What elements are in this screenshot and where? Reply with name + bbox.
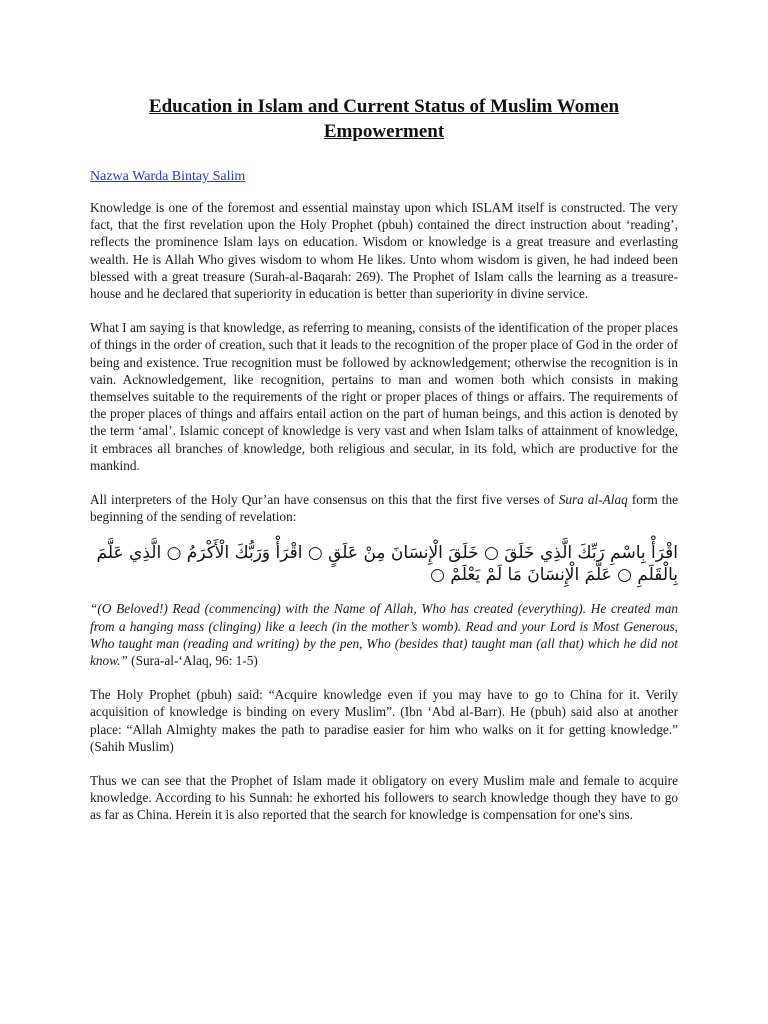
document-title: Education in Islam and Current Status of Muslim Women Empowerment <box>148 96 620 142</box>
sura-name: Sura al-Alaq <box>558 492 628 508</box>
author-link[interactable]: Nazwa Warda Bintay Salim <box>90 169 246 184</box>
paragraph-3-text-before: All interpreters of the Holy Qur’an have consensus on this that the first five verses of <box>90 492 559 508</box>
paragraph-4: The Holy Prophet (pbuh) said: “Acquire knowledge even if you may have to go to China for it. Verily acquisition of knowledge is binding on every Muslim”. (Ibn ‘Abd al-Barr). He (pbuh) said also at another place: “Allah Almighty makes the path to paradise easier for him who walks on it for getting knowledge.” (Sahih Muslim) <box>90 687 678 754</box>
paragraph-2: What I am saying is that knowledge, as referring to meaning, consists of the identification of the proper places of things in the order of creation, such that it leads to the recognition of the proper place of God in the order of being and existence. True recognition must be followed by acknowledgement; otherwise the recognition is in vain. Acknowledgement, like recognition, pertains to man and women both which consists in making themselves suitable to the requirements of the right or proper places of things or affairs. The requirements of the proper places of things and affairs entail action on the part of human beings, and this action is denoted by the term ‘amal’. Islamic concept of knowledge is very vast and when Islam talks of attainment of knowledge, it embraces all branches of knowledge, both religious and secular, in its fold, which are productive for the mankind. <box>90 320 678 473</box>
paragraph-5: Thus we can see that the Prophet of Islam made it obligatory on every Muslim male and female to acquire knowledge. According to his Sunnah: he exhorted his followers to search knowledge though they have to go as far as China. Herein it is also reported that the search for knowledge is compensation for one's sins. <box>90 773 678 823</box>
paragraph-3-text-after: form the beginning of the sending of revelation: <box>90 492 678 525</box>
document-page <box>90 94 678 841</box>
paragraph-1: Knowledge is one of the foremost and essential mainstay upon which ISLAM itself is constructed. The very fact, that the first revelation upon the Holy Prophet (pbuh) contained the direct instruction about ‘reading’, reflects the prominence Islam lays on education. Wisdom or knowledge is a great treasure and everlasting wealth. He is Allah Who gives wisdom to whom He likes. Unto whom wisdom is given, he had indeed been blessed with a great treasure (Surah-al-Baqarah: 269). The Prophet of Islam calls the learning as a treasure-house and he declared that superiority in education is better than superiority in divine service. <box>90 200 678 302</box>
quote-reference: (Sura-al-‘Alaq, 96: 1-5) <box>127 653 258 669</box>
quote-paragraph <box>90 600 678 669</box>
paragraph-3 <box>90 491 678 525</box>
quote-translation: “(O Beloved!) Read (commencing) with the Name of Allah, Who has created (everything). He created man from a hanging mass (clinging) like a leech (in the mother’s womb). Read and your Lord is Most Generous, Who taught man (reading and writing) by the pen, Who (besides that) taught man (all that) which he did not know.” <box>90 601 678 669</box>
arabic-verses: اقْرَأْ بِاسْمِ رَبِّكَ الَّذِي خَلَقَ ○ خَلَقَ الْإِنسَانَ مِنْ عَلَقٍ ○ اقْرَأْ وَرَبُّكَ الْأَكْرَمُ ○ الَّذِي عَلَّمَ بِالْقَلَمِ ○ عَلَّمَ الْإِنسَانَ مَا لَمْ يَعْلَمْ ○ <box>96 543 678 586</box>
